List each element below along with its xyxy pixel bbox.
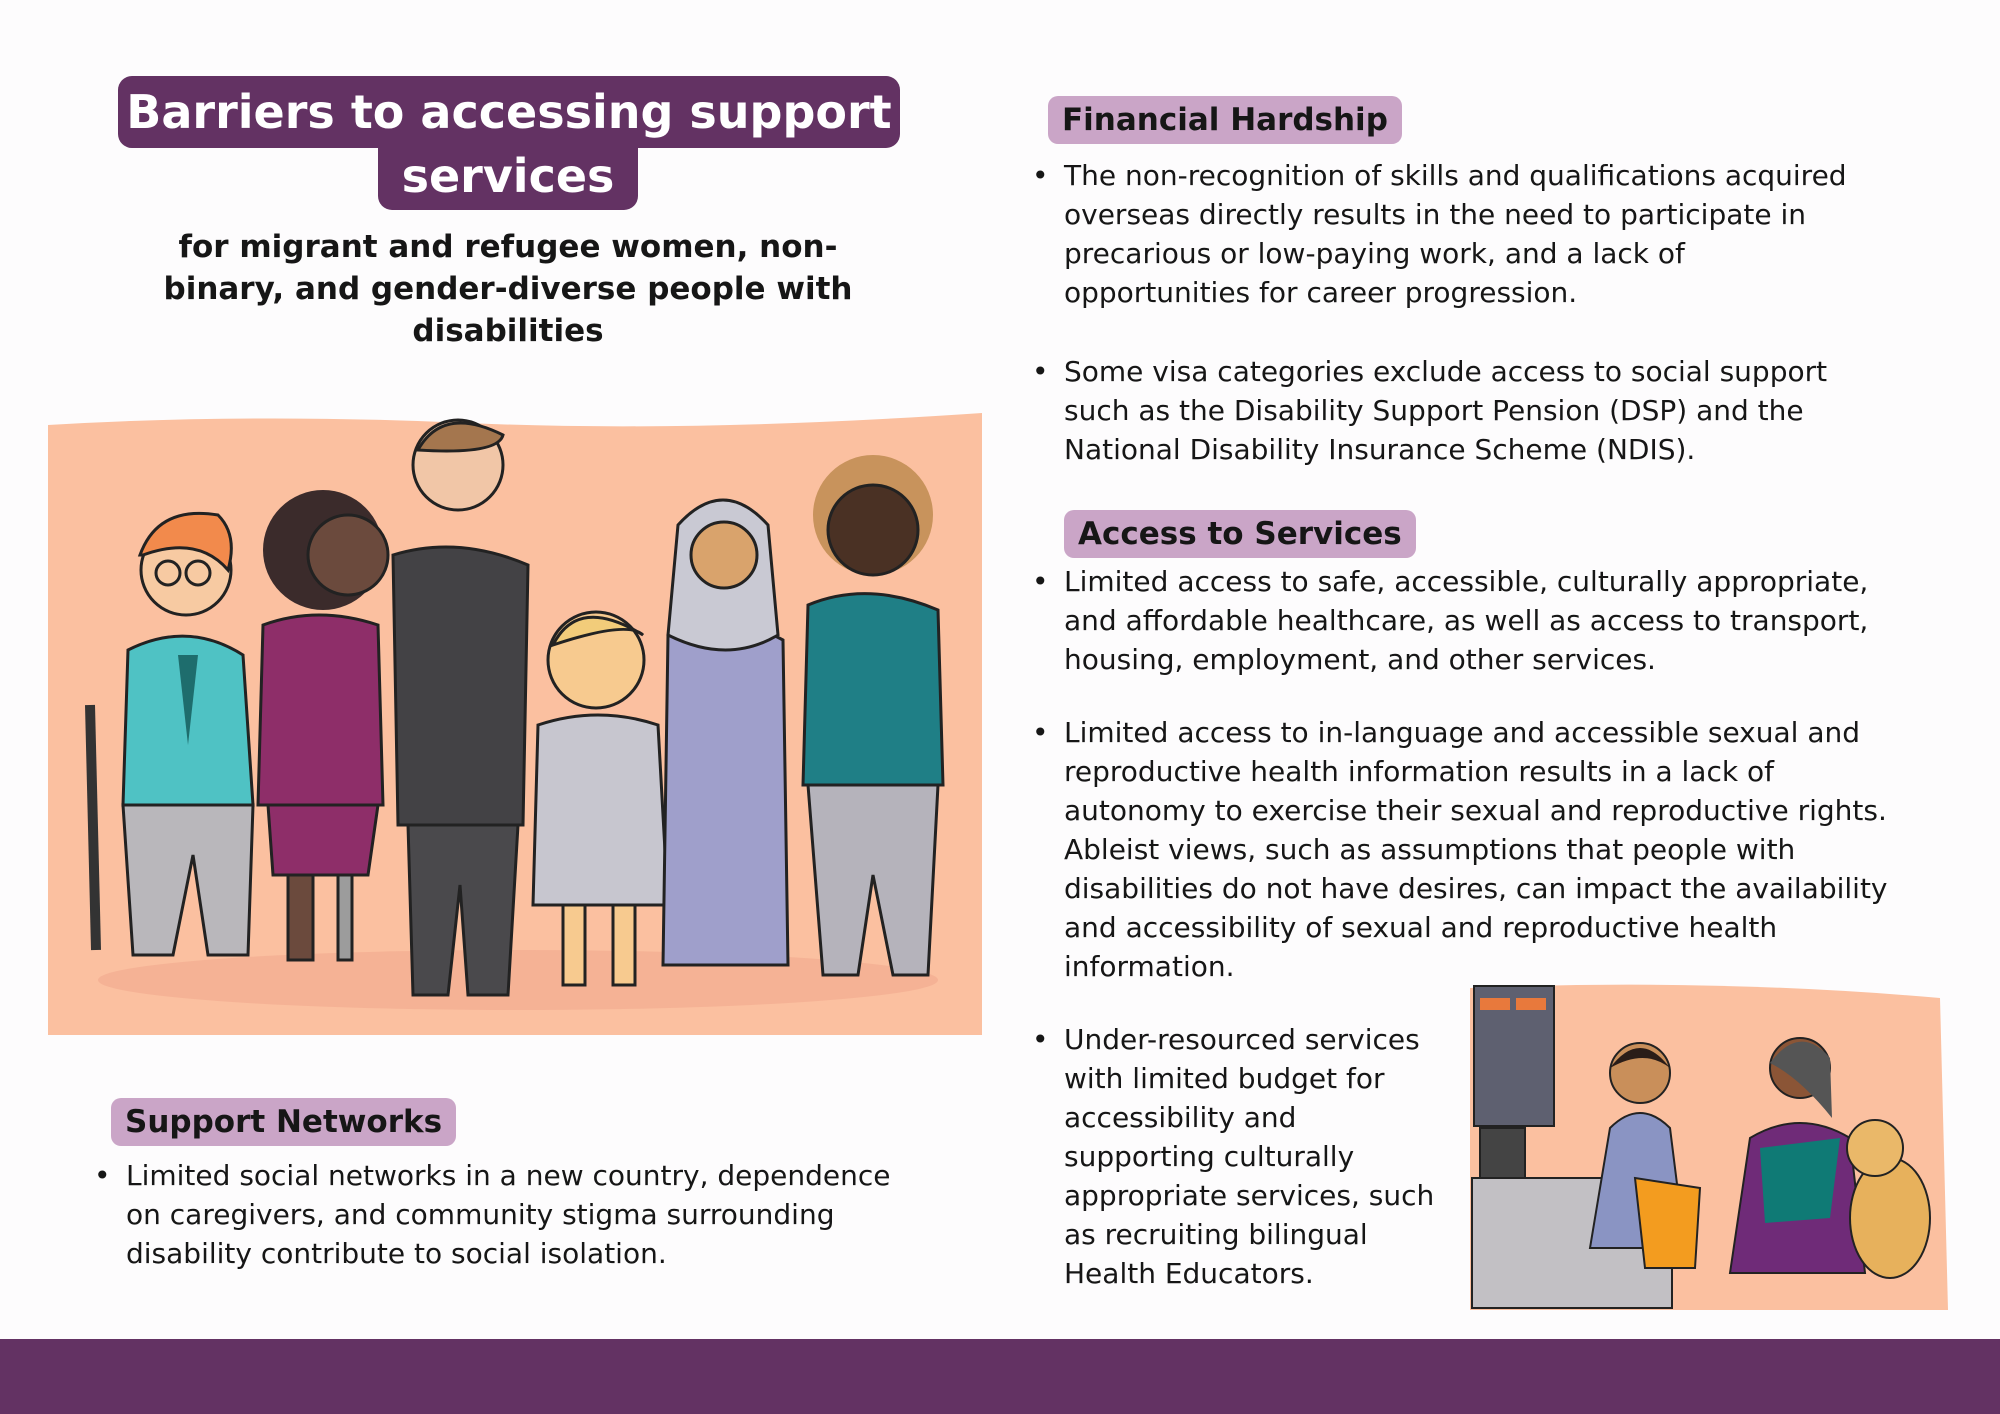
bullet-line: • Under-resourced services xyxy=(1064,1023,1420,1056)
page-subtitle xyxy=(150,226,866,352)
bullet-line: National Disability Insurance Scheme (NDIS). xyxy=(1064,433,1696,466)
access-to-services-heading: Access to Services xyxy=(1064,510,1416,558)
bullet-line: and affordable healthcare, as well as access to transport, xyxy=(1064,604,1869,637)
support-bullet-1 xyxy=(94,1156,891,1273)
bullet-line: autonomy to exercise their sexual and reproductive rights. xyxy=(1064,794,1887,827)
bullet-line: on caregivers, and community stigma surrounding xyxy=(126,1198,835,1231)
page-title-line-2: services xyxy=(378,144,638,210)
health-educator-consultation-illustration xyxy=(1470,978,1950,1310)
bullet-line: overseas directly results in the need to participate in xyxy=(1064,198,1806,231)
bullet-line: disability contribute to social isolation. xyxy=(126,1237,667,1270)
access-list-1 xyxy=(1032,562,1868,679)
bullet-line: reproductive health information results in a lack of xyxy=(1064,755,1774,788)
bullet-line: appropriate services, such xyxy=(1064,1179,1435,1212)
bullet-line: opportunities for career progression. xyxy=(1064,276,1578,309)
access-bullet-3 xyxy=(1032,1020,1434,1293)
subtitle-line: for migrant and refugee women, non- xyxy=(178,229,838,265)
bullet-line: accessibility and xyxy=(1064,1101,1297,1134)
subtitle-line: disabilities xyxy=(412,313,604,349)
bullet-line: • Some visa categories exclude access to social support xyxy=(1064,355,1828,388)
bullet-line: with limited budget for xyxy=(1064,1062,1385,1095)
bullet-line: • Limited access to in-language and accessible sexual and xyxy=(1064,716,1861,749)
bullet-line: • Limited social networks in a new country, dependence xyxy=(126,1159,891,1192)
bullet-line: • Limited access to safe, accessible, culturally appropriate, xyxy=(1064,565,1869,598)
bullet-line: and accessibility of sexual and reproductive health xyxy=(1064,911,1778,944)
bullet-line: housing, employment, and other services. xyxy=(1064,643,1656,676)
footer-band xyxy=(0,1339,2000,1414)
access-list-2 xyxy=(1032,713,1888,986)
access-list-3 xyxy=(1032,1020,1434,1293)
page-title-line-1: Barriers to accessing support xyxy=(118,76,900,148)
bullet-line: information. xyxy=(1064,950,1235,983)
bullet-line: Health Educators. xyxy=(1064,1257,1314,1290)
bullet-line: supporting culturally xyxy=(1064,1140,1355,1173)
financial-bullet-2 xyxy=(1032,352,1827,469)
bullet-line: as recruiting bilingual xyxy=(1064,1218,1368,1251)
bullet-line: such as the Disability Support Pension (DSP) and the xyxy=(1064,394,1804,427)
bullet-line: precarious or low-paying work, and a lack of xyxy=(1064,237,1685,270)
support-networks-list xyxy=(94,1156,891,1273)
group-of-people-illustration xyxy=(48,405,982,1035)
financial-hardship-heading: Financial Hardship xyxy=(1048,96,1402,144)
financial-hardship-list-2 xyxy=(1032,352,1827,469)
financial-hardship-list xyxy=(1032,156,1847,312)
person-in-hijab-figure xyxy=(663,500,788,965)
access-bullet-1 xyxy=(1032,562,1868,679)
subtitle-line: binary, and gender-diverse people with xyxy=(163,271,853,307)
access-bullet-2 xyxy=(1032,713,1888,986)
support-networks-heading: Support Networks xyxy=(111,1098,456,1146)
bullet-line: • The non-recognition of skills and qualifications acquired xyxy=(1064,159,1847,192)
financial-bullet-1 xyxy=(1032,156,1847,312)
bullet-line: disabilities do not have desires, can impact the availability xyxy=(1064,872,1888,905)
bullet-line: Ableist views, such as assumptions that people with xyxy=(1064,833,1796,866)
